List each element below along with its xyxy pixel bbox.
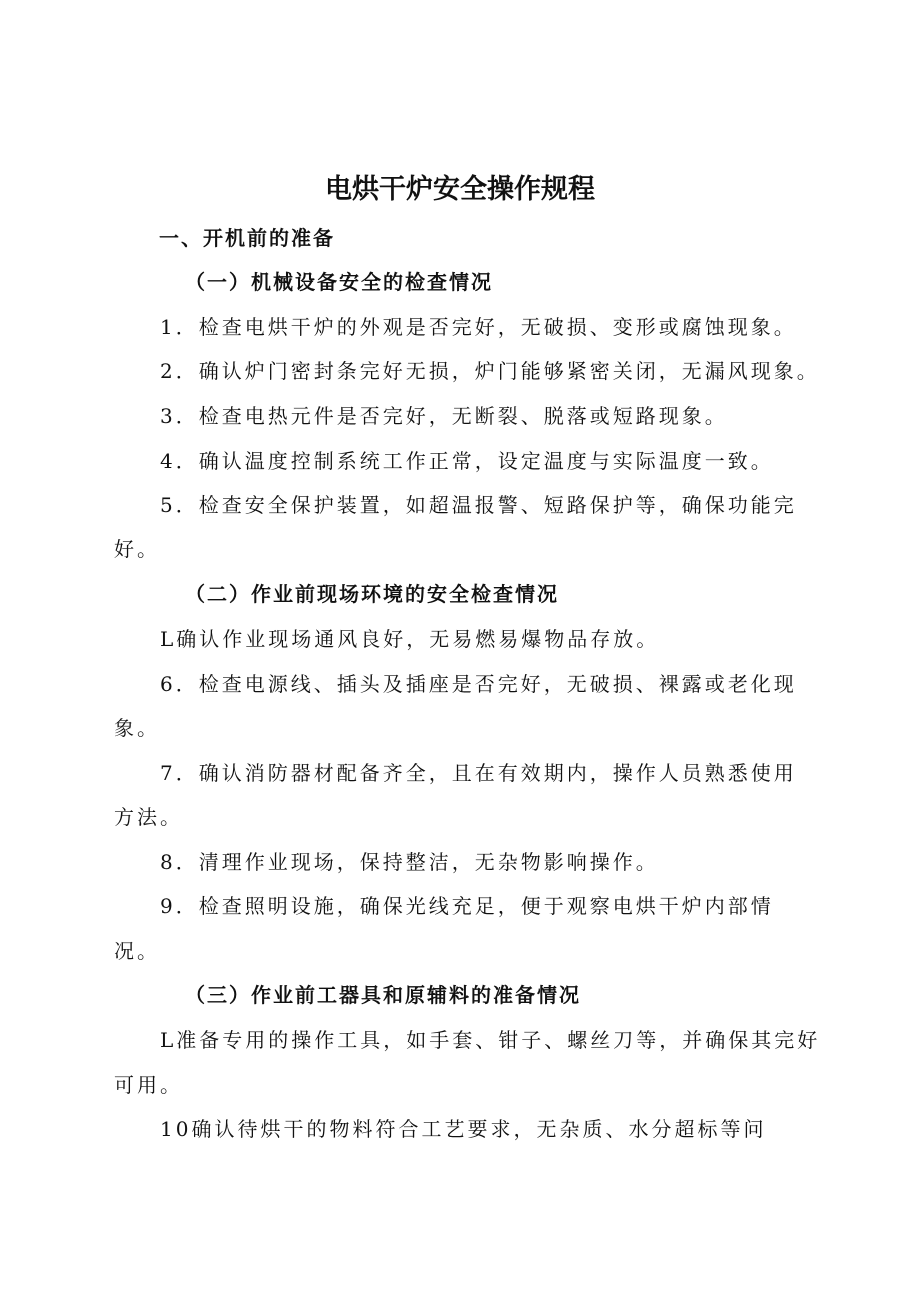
- list-item: 3．检查电热元件是否完好，无断裂、脱落或短路现象。: [160, 404, 728, 428]
- list-item: 5．检查安全保护装置，如超温报警、短路保护等，确保功能完: [160, 493, 797, 517]
- list-item-continuation: 象。: [114, 716, 160, 740]
- list-item: 9．检查照明设施，确保光线充足，便于观察电烘干炉内部情: [160, 894, 774, 918]
- document-title: 电烘干炉安全操作规程: [325, 174, 595, 205]
- list-item: 2．确认炉门密封条完好无损，炉门能够紧密关闭，无漏风现象。: [160, 359, 820, 383]
- list-item: 1．检查电烘干炉的外观是否完好，无破损、变形或腐蚀现象。: [160, 315, 797, 339]
- subsection-heading-1: （一）机械设备安全的检查情况: [185, 270, 493, 294]
- list-item-continuation: 方法。: [114, 805, 183, 829]
- list-item: 4．确认温度控制系统工作正常，设定温度与实际温度一致。: [160, 449, 774, 473]
- list-item: 7．确认消防器材配备齐全，且在有效期内，操作人员熟悉使用: [160, 761, 797, 785]
- list-item: L确认作业现场通风良好，无易燃易爆物品存放。: [160, 627, 660, 651]
- list-item: 6．检查电源线、插头及插座是否完好，无破损、裸露或老化现: [160, 672, 797, 696]
- list-item-continuation: 可用。: [114, 1073, 183, 1097]
- list-item-continuation: 况。: [114, 939, 160, 963]
- list-item: L准备专用的操作工具，如手套、钳子、螺丝刀等，并确保其完好: [160, 1028, 821, 1052]
- subsection-heading-3: （三）作业前工器具和原辅料的准备情况: [185, 983, 581, 1007]
- section-heading-1: 一、开机前的准备: [159, 226, 335, 250]
- subsection-heading-2: （二）作业前现场环境的安全检查情况: [185, 582, 559, 606]
- list-item: 10确认待烘干的物料符合工艺要求，无杂质、水分超标等问: [160, 1117, 767, 1141]
- list-item: 8．清理作业现场，保持整洁，无杂物影响操作。: [160, 850, 659, 874]
- list-item-continuation: 好。: [114, 537, 160, 561]
